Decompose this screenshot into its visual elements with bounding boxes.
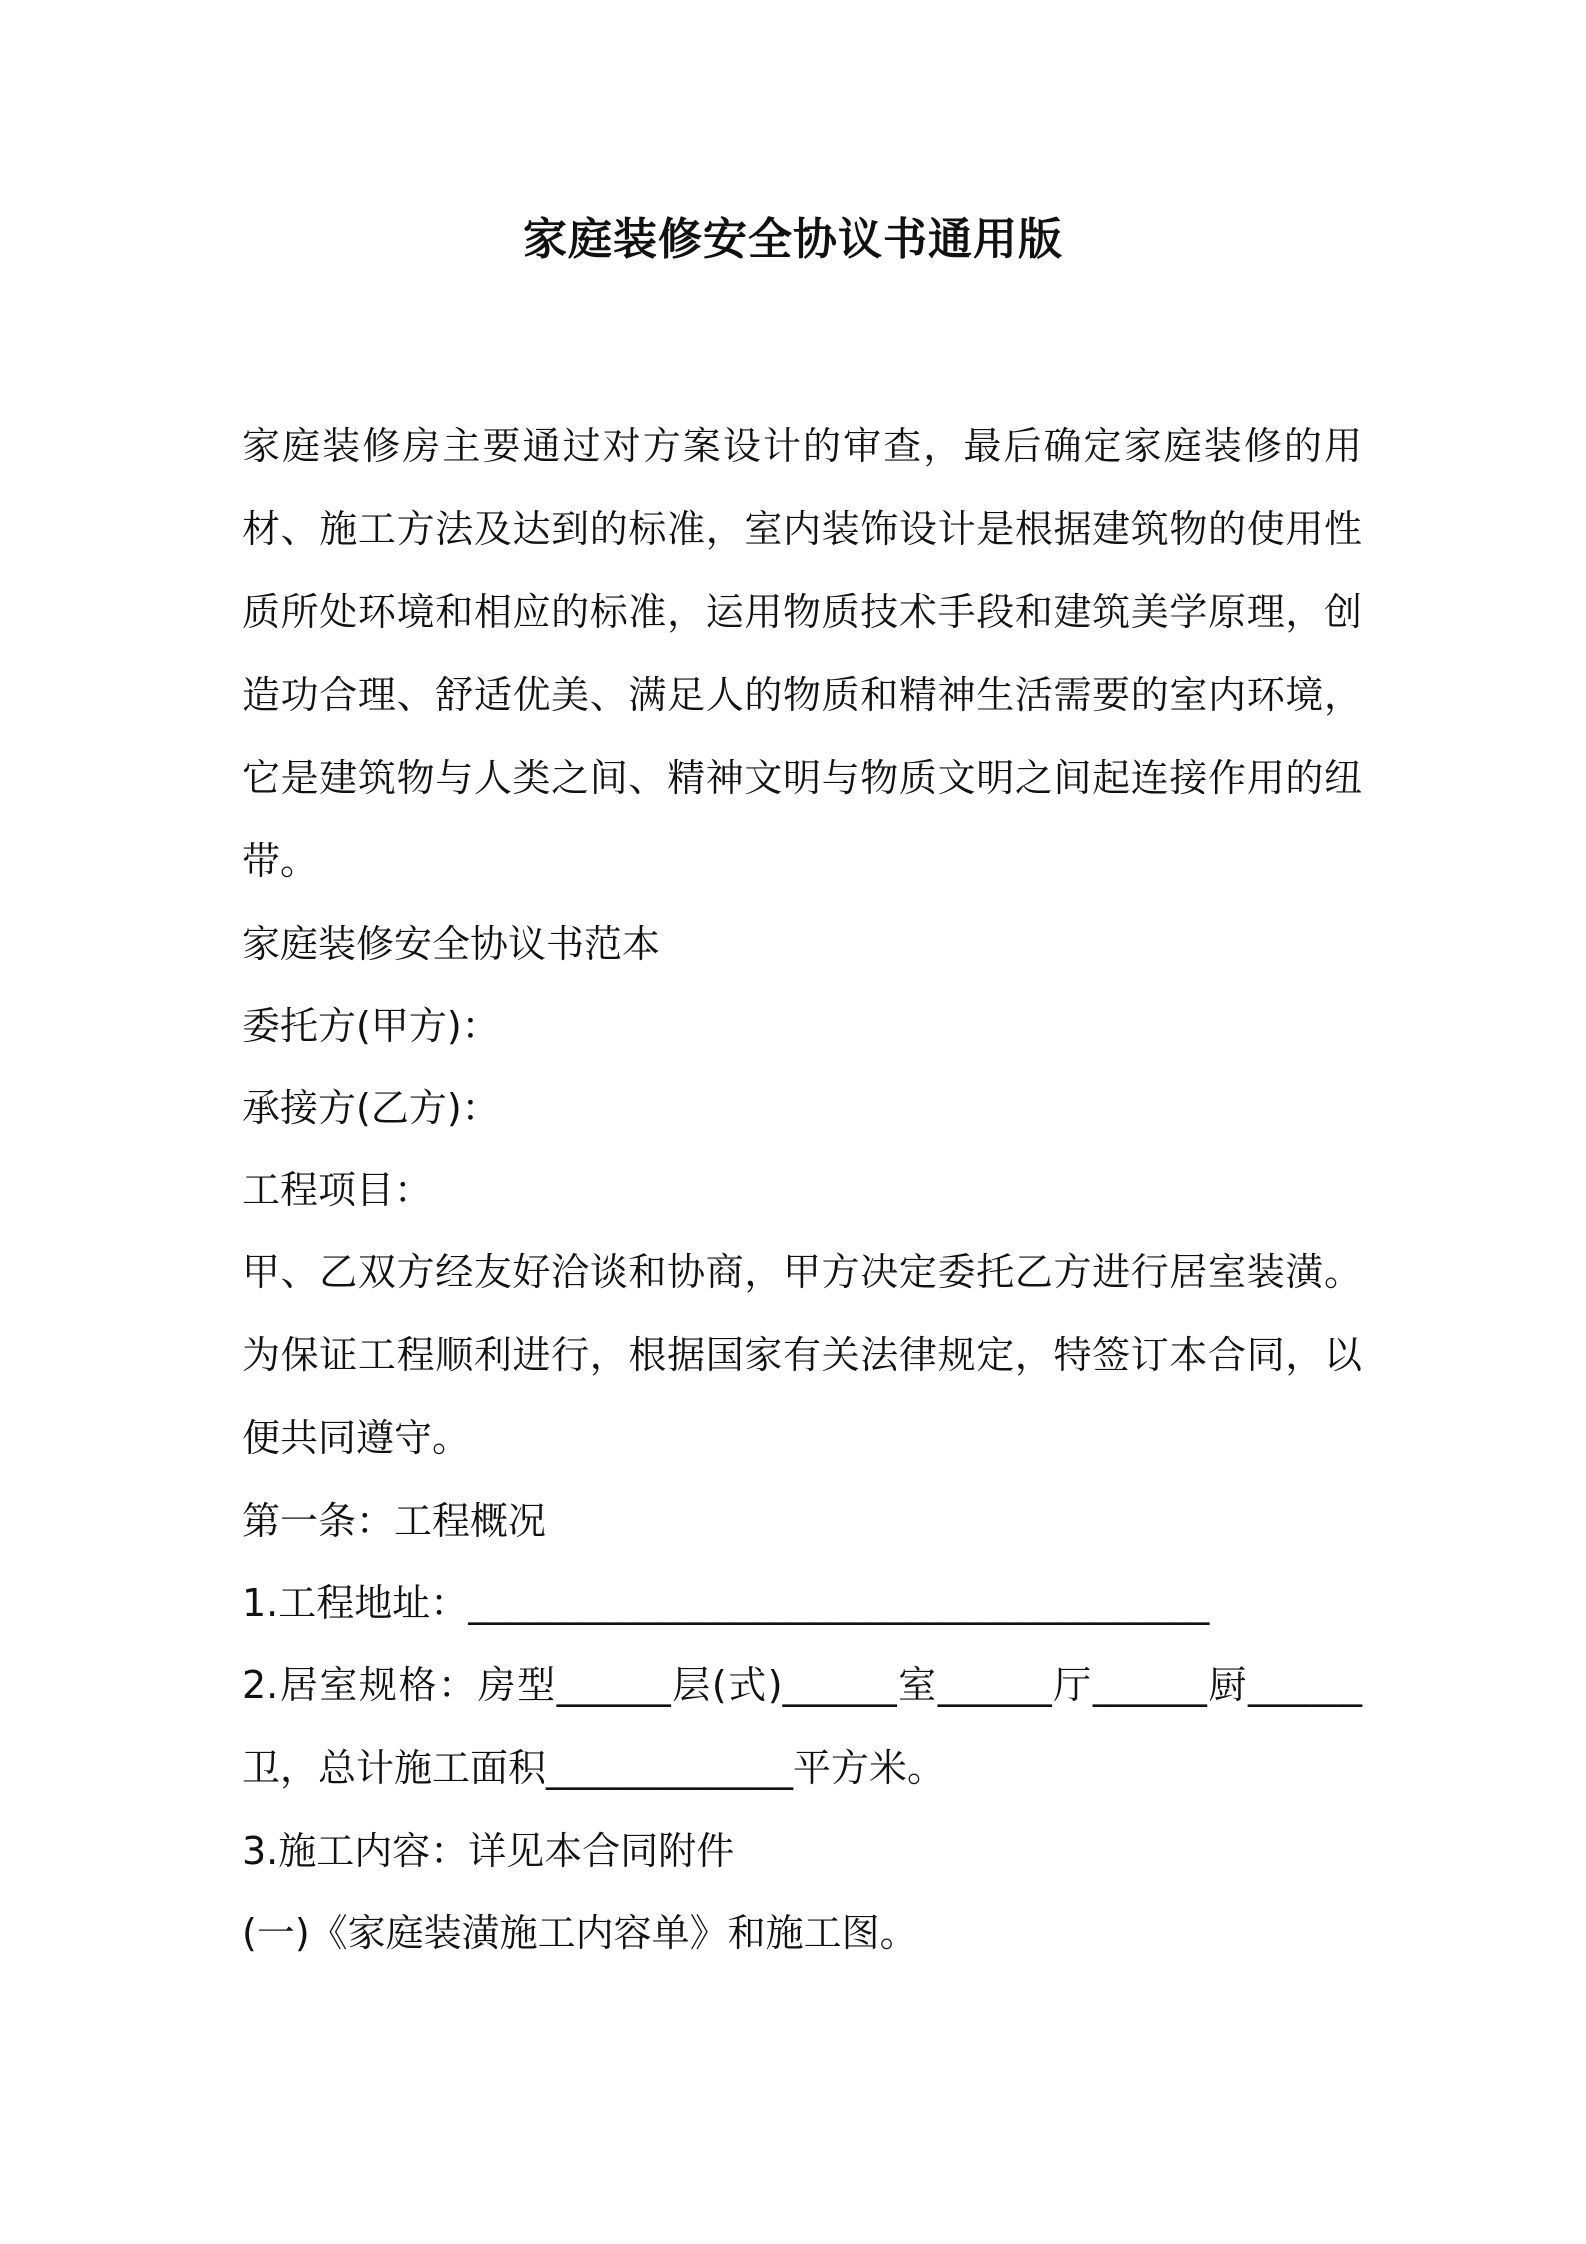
document-body xyxy=(242,405,1362,1974)
project-line: 工程项目： xyxy=(242,1168,433,1212)
party-a-line: 委托方(甲方)： xyxy=(242,1004,500,1048)
intro-paragraph: 家庭装修房主要通过对方案设计的审查，最后确定家庭装修的用材、施工方法及达到的标准，室内装饰设计是根据建筑物的使用性质所处环境和相应的标准，运用物质技术手段和建筑美学原理，创造功合理、舒适优美、满足人的物质和精神生活需要的室内环境，它是建筑物与人类之间、精神文明与物质文明之间起连接作用的纽带。 xyxy=(242,424,1362,883)
item-1-address: 1.工程地址：_______________________________________ xyxy=(242,1581,1210,1625)
article-1-heading: 第一条：工程概况 xyxy=(242,1499,547,1543)
item-4-annex: (一)《家庭装潢施工内容单》和施工图。 xyxy=(242,1911,918,1955)
item-3-content: 3.施工内容：详见本合同附件 xyxy=(242,1829,735,1873)
party-b-line: 承接方(乙方)： xyxy=(242,1086,500,1130)
agreement-paragraph: 甲、乙双方经友好洽谈和协商，甲方决定委托乙方进行居室装潢。为保证工程顺利进行，根据国家有关法律规定，特签订本合同，以便共同遵守。 xyxy=(242,1250,1362,1460)
item-2-room-spec: 2.居室规格：房型______层(式)______室______厅______厨______卫，总计施工面积_____________平方米。 xyxy=(242,1663,1362,1790)
template-heading: 家庭装修安全协议书范本 xyxy=(242,922,661,966)
document-title: 家庭装修安全协议书通用版 xyxy=(523,214,1063,265)
